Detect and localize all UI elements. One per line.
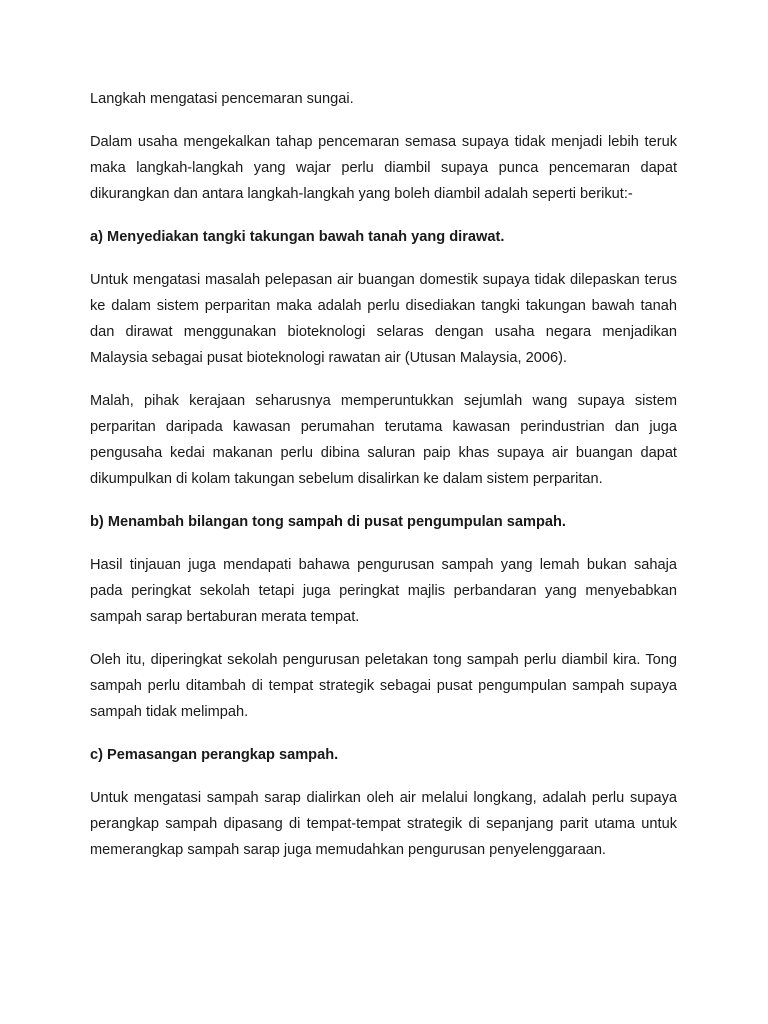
section-a-paragraph-2: Malah, pihak kerajaan seharusnya memperuntukkan sejumlah wang supaya sistem perparitan daripada kawasan perumahan terutama kawasan perindustrian dan juga pengusaha kedai makanan perlu dibina saluran paip khas supaya air buangan dapat dikumpulkan di kolam takungan sebelum disalirkan ke dalam sistem perparitan. <box>90 393 677 487</box>
section-b-heading: b) Menambah bilangan tong sampah di pusat pengumpulan sampah. <box>90 514 566 530</box>
section-c-heading: c) Pemasangan perangkap sampah. <box>90 747 339 763</box>
intro-paragraph: Dalam usaha mengekalkan tahap pencemaran semasa supaya tidak menjadi lebih teruk maka langkah-langkah yang wajar perlu diambil supaya punca pencemaran dapat dikurangkan dan antara langkah-langkah yang boleh diambil adalah seperti berikut:- <box>90 134 677 202</box>
section-a-heading: a) Menyediakan tangki takungan bawah tanah yang dirawat. <box>90 229 505 245</box>
document-title: Langkah mengatasi pencemaran sungai. <box>90 91 354 107</box>
section-b-paragraph-2: Oleh itu, diperingkat sekolah pengurusan peletakan tong sampah perlu diambil kira. Tong sampah perlu ditambah di tempat strategik sebagai pusat pengumpulan sampah supaya sampah tidak melimpah. <box>90 652 677 720</box>
section-b-paragraph-1: Hasil tinjauan juga mendapati bahawa pengurusan sampah yang lemah bukan sahaja pada peringkat sekolah tetapi juga peringkat majlis perbandaran yang menyebabkan sampah sarap bertaburan merata tempat. <box>90 557 677 625</box>
section-c-paragraph-1: Untuk mengatasi sampah sarap dialirkan oleh air melalui longkang, adalah perlu supaya perangkap sampah dipasang di tempat-tempat strategik di sepanjang parit utama untuk memerangkap sampah sarap juga memudahkan pengurusan penyelenggaraan. <box>90 790 677 858</box>
document-page <box>90 86 677 863</box>
section-a-paragraph-1: Untuk mengatasi masalah pelepasan air buangan domestik supaya tidak dilepaskan terus ke dalam sistem perparitan maka adalah perlu disediakan tangki takungan bawah tanah dan dirawat menggunakan bioteknologi selaras dengan usaha negara menjadikan Malaysia sebagai pusat bioteknologi rawatan air (Utusan Malaysia, 2006). <box>90 272 677 366</box>
